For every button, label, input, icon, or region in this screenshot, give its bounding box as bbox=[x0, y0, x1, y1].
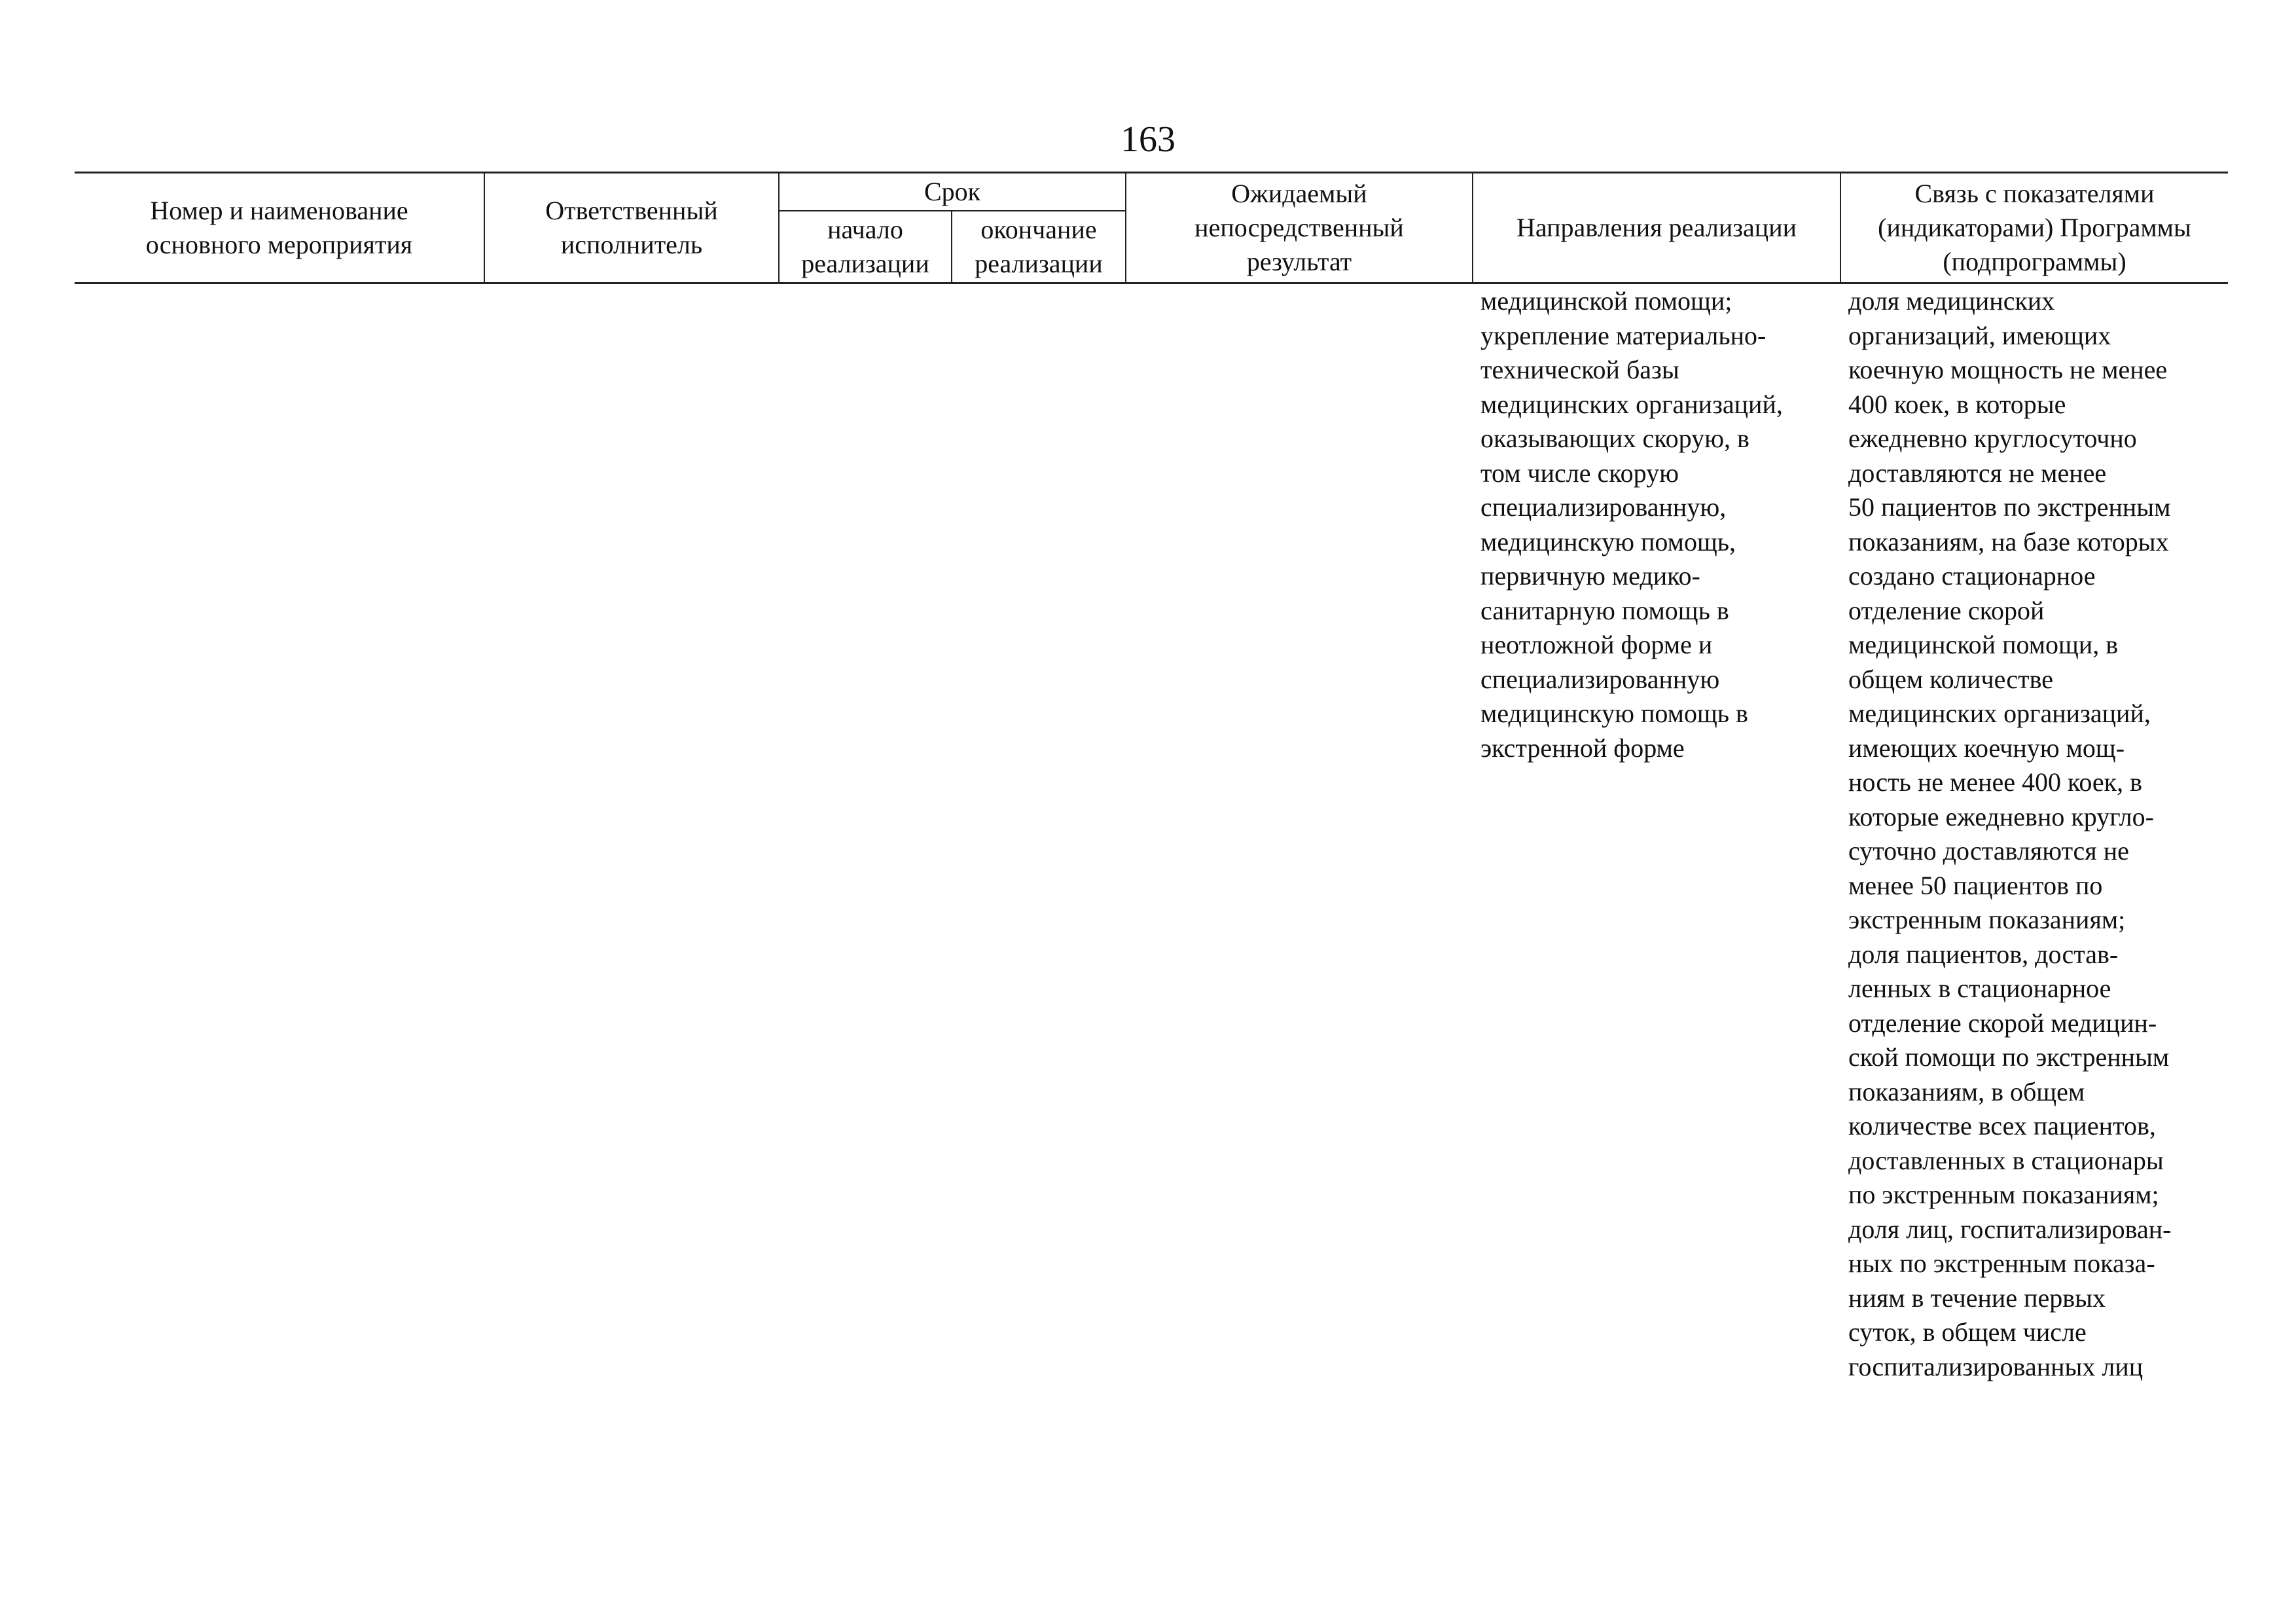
cell-directions bbox=[1473, 283, 1840, 1385]
text-line: медицинскую помощь, bbox=[1480, 526, 1736, 556]
cell-indicators bbox=[1840, 283, 2228, 1385]
text-line: по экстренным показаниям; bbox=[1848, 1180, 2159, 1209]
text-line: медицинских организаций, bbox=[1848, 699, 2151, 728]
measures-table bbox=[75, 172, 2228, 1384]
header-indicators: Связь с показателями (индикаторами) Программы (подпрограммы) bbox=[1840, 173, 2228, 283]
text-line: госпитализированных лиц bbox=[1848, 1351, 2144, 1381]
text-line: общем количестве bbox=[1848, 664, 2053, 694]
text-line: доля лиц, госпитализирован- bbox=[1848, 1214, 2172, 1244]
text-line: показаниям, на базе которых bbox=[1848, 526, 2169, 556]
text-line: специализированную, bbox=[1480, 492, 1727, 522]
header-executor: Ответственный исполнитель bbox=[484, 173, 779, 283]
text-line: отделение скорой медицин- bbox=[1848, 1008, 2157, 1038]
text-line: ниям в течение первых bbox=[1848, 1283, 2106, 1313]
text-line: санитарную помощь в bbox=[1480, 595, 1729, 625]
text-line: специализированную bbox=[1480, 664, 1720, 694]
text-line: создано стационарное bbox=[1848, 561, 2096, 591]
text-line: 400 коек, в которые bbox=[1848, 389, 2066, 419]
page-number: 163 bbox=[1121, 119, 1175, 160]
text-line: менее 50 пациентов по bbox=[1848, 870, 2103, 900]
header-term-end: окончание реализации bbox=[952, 211, 1126, 283]
text-line: технической базы bbox=[1480, 355, 1679, 384]
header-term-start: начало реализации bbox=[779, 211, 952, 283]
text-line: 50 пациентов по экстренным bbox=[1848, 492, 2171, 522]
table-row bbox=[75, 283, 2228, 1385]
cell-term-end bbox=[952, 283, 1126, 1385]
text-line: укрепление материально- bbox=[1480, 320, 1767, 350]
text-line: экстренной форме bbox=[1480, 733, 1685, 763]
cell-executor bbox=[484, 283, 779, 1385]
cell-term-start bbox=[779, 283, 952, 1385]
text-line: медицинскую помощь в bbox=[1480, 699, 1748, 728]
text-line: медицинских организаций, bbox=[1480, 389, 1783, 419]
text-line: том числе скорую bbox=[1480, 458, 1679, 488]
header-directions: Направления реализации bbox=[1473, 173, 1840, 283]
cell-expected-result bbox=[1126, 283, 1473, 1385]
header-expected-result: Ожидаемый непосредственный результат bbox=[1126, 173, 1473, 283]
text-line: оказывающих скорую, в bbox=[1480, 424, 1749, 453]
text-line: показаниям, в общем bbox=[1848, 1076, 2085, 1106]
indicators-text bbox=[1848, 284, 2228, 1384]
text-line: неотложной форме и bbox=[1480, 630, 1713, 659]
text-line: коечную мощность не менее bbox=[1848, 355, 2168, 384]
text-line: экстренным показаниям; bbox=[1848, 905, 2126, 934]
text-line: медицинской помощи, в bbox=[1848, 630, 2119, 659]
text-line: первичную медико- bbox=[1480, 561, 1700, 591]
text-line: количестве всех пациентов, bbox=[1848, 1111, 2156, 1140]
text-line: организаций, имеющих bbox=[1848, 320, 2111, 350]
text-line: ность не менее 400 коек, в bbox=[1848, 767, 2142, 797]
cell-measure bbox=[75, 283, 484, 1385]
header-measure: Номер и наименование основного мероприятия bbox=[75, 173, 484, 283]
text-line: суточно доставляются не bbox=[1848, 836, 2129, 866]
text-line: ежедневно круглосуточно bbox=[1848, 424, 2137, 453]
text-line: медицинской помощи; bbox=[1480, 286, 1732, 316]
text-line: имеющих коечную мощ- bbox=[1848, 733, 2125, 763]
text-line: отделение скорой bbox=[1848, 595, 2045, 625]
text-line: ской помощи по экстренным bbox=[1848, 1042, 2170, 1072]
directions-text bbox=[1480, 284, 1840, 765]
text-line: ленных в стационарное bbox=[1848, 974, 2111, 1003]
text-line: доля медицинских bbox=[1848, 286, 2055, 316]
text-line: суток, в общем числе bbox=[1848, 1317, 2087, 1347]
text-line: доставляются не менее bbox=[1848, 458, 2107, 488]
text-line: которые ежедневно кругло- bbox=[1848, 801, 2154, 831]
text-line: ных по экстренным показа- bbox=[1848, 1249, 2155, 1278]
header-term: Срок bbox=[779, 173, 1126, 211]
text-line: доля пациентов, достав- bbox=[1848, 939, 2119, 969]
text-line: доставленных в стационары bbox=[1848, 1145, 2164, 1175]
